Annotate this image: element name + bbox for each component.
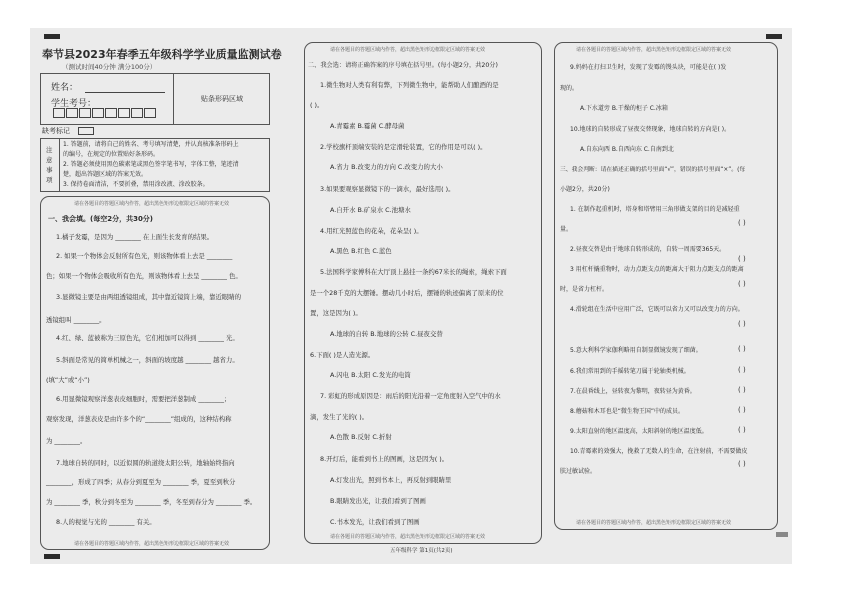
judge-answer-paren[interactable]: ( ) xyxy=(738,219,746,227)
judge-question-line: 5.意大利科学家伽利略用自制显微镜发现了细菌。 xyxy=(570,347,702,354)
judge-question-line: 7.在晨昏线上，昼转夜为黎明，夜转昼为黄昏。 xyxy=(570,388,696,395)
fill-question-line: 3.显微镜主要是由两组透镜组成，其中靠近镜筒上端，靠近眼睛的 xyxy=(56,293,242,301)
boundary-notice-bottom-1: 请在各题目的答题区域内作答，超出黑色矩形边框限定区域的答案无效 xyxy=(74,541,230,547)
choice-option-line: A.省力 B.改变力的方向 C.改变力的大小 xyxy=(330,163,443,171)
exam-title: 奉节县2023年春季五年级科学学业质量监测试卷 xyxy=(42,48,282,61)
fill-question-line: 1.橘子发霉，是因为 ________ 在上面生长发育的结果。 xyxy=(56,233,214,241)
boundary-notice-bottom-2: 请在各题目的答题区域内作答，超出黑色矩形边框限定区域的答案无效 xyxy=(330,534,486,540)
note-line: 的编号，在规定的位置贴好条形码。 xyxy=(63,151,160,158)
section-title-judge: 三、我会判断：请在描述正确的括号里面“√”，错误的括号里面“×”。(每 xyxy=(560,167,746,173)
boundary-notice-top-1: 请在各题目的答题区域内作答，超出黑色矩形边框限定区域的答案无效 xyxy=(74,201,230,207)
judge-answer-paren[interactable]: ( ) xyxy=(738,280,746,288)
note-line: 2. 答题必须使用黑色碳素笔或黑色签字笔书写，字体工整，笔迹清 xyxy=(63,161,239,168)
student-id-label: 学生考号： xyxy=(51,99,97,109)
info-divider xyxy=(173,74,174,124)
choice-question-line: 置，这是因为( )。 xyxy=(310,309,362,317)
judge-question-line: 时，是省力杠杆。 xyxy=(560,286,609,293)
choice-option-line: A.青霉素 B.霉菌 C.酵母菌 xyxy=(330,122,405,130)
choice-option-line: A.灯发出光，照到书本上，再反射到眼睛里 xyxy=(330,476,452,484)
judge-answer-paren[interactable]: ( ) xyxy=(738,366,746,374)
judge-question-line: 3 用杠杆撬重物时，动力点距支点的距离大于阻力点距支点的距离 xyxy=(570,266,744,273)
fill-question-line: 5.斜面是常见的简单机械之一，斜面的坡度越 ________ 越省力。 xyxy=(56,356,239,364)
choice-option-line: A.地球的自转 B.地球的公转 C.昼夜交替 xyxy=(330,330,443,338)
choice-question-line: 4.用红光照蓝色的花朵，花朵呈( )。 xyxy=(320,227,423,235)
note-line: 楚，超出答题区域的答案无效。 xyxy=(63,171,148,178)
choice-question-line: 6.下面( )是人造光源。 xyxy=(310,351,375,359)
choice-question-line: 2.学校旗杆顶端安装的是定滑轮装置，它的作用是可以( )。 xyxy=(320,143,487,151)
choice-option-line: A.黑色 B.红色 C.蓝色 xyxy=(330,247,392,255)
fill-question-line: 8.人的视觉与光的 ________ 有关。 xyxy=(56,518,156,526)
absent-mark-box[interactable] xyxy=(78,127,94,135)
choice-question-line: 1.微生物对人类有利有弊，下列微生物中，能帮助人们酿酒的是 xyxy=(320,81,499,89)
judge-question-line: 1. 在制作起重机时，塔身和塔臂用三角形做支架的目的是减轻重 xyxy=(570,206,740,213)
name-field[interactable] xyxy=(85,92,165,93)
choice-question-line: 滴，发生了光的( )。 xyxy=(310,413,369,421)
judge-question-line: 量。 xyxy=(560,226,573,233)
section-title-fill: 一、我会填。(每空2分，共30分) xyxy=(48,215,154,223)
choice-question-line: 8.开灯后，能看到书上的图画，这是因为( )。 xyxy=(320,455,449,463)
judge-question-line: 8.蘑菇和木耳也是“微生物王国”中的成员。 xyxy=(570,408,684,415)
choice-option-line: A.下水道旁 B.干燥的柜子 C.冰箱 xyxy=(580,105,668,112)
boundary-notice-bottom-3: 请在各题目的答题区域内作答，超出黑色矩形边框限定区域的答案无效 xyxy=(576,520,732,526)
fill-question-line: 6.用显微镜观察洋葱表皮细胞时，需要把洋葱制成 ________； xyxy=(56,395,231,403)
choice-question-line: 10.地球的自转形成了昼夜交替现象，地球自转的方向是( )。 xyxy=(570,126,731,133)
corner-mark-bottom-right xyxy=(776,532,788,537)
corner-mark-bottom-left xyxy=(44,554,60,559)
choice-option-line: A.闪电 B.太阳 C.发光的电筒 xyxy=(330,371,411,379)
choice-option-line: A.自开水 B.矿泉水 C.池塘水 xyxy=(330,206,411,214)
fill-question-line: 为 ________。 xyxy=(46,437,87,445)
fill-question-line: ________，形成了四季；从春分到夏至为 ________ 季，夏至到秋分 xyxy=(46,478,236,486)
choice-question-line: 9.妈妈在打扫卫生时，发现了发霉的馒头块，可能是在( )发 xyxy=(570,64,727,71)
notes-side-title: 注 意 事 项 xyxy=(41,139,60,191)
judge-question-line: 10.青霉素的效强大，挽救了无数人的生命，在注射前，不需要做皮 xyxy=(570,448,748,455)
judge-question-line: 6.我们常用到的手摇转笔刀属于轮轴类机械。 xyxy=(570,368,690,375)
exam-subtitle: （测试时间40分钟 满分100分） xyxy=(62,63,157,71)
name-label: 姓名： xyxy=(51,83,79,93)
note-line: 3. 保持卷面清洁，不要折叠，禁用涂改液、涂改胶条。 xyxy=(63,181,209,188)
choice-question-line: 是一个28千克的大摆锤。摆动几小时后，摆锤的轨迹偏离了原来的位 xyxy=(310,289,504,297)
barcode-area-label: 贴条形码区域 xyxy=(201,95,243,103)
judge-answer-paren[interactable]: ( ) xyxy=(738,320,746,328)
fill-question-line: (填“大”或“小”) xyxy=(46,376,90,384)
judge-answer-paren[interactable]: ( ) xyxy=(738,345,746,353)
notes-box xyxy=(40,138,270,192)
judge-answer-paren[interactable]: ( ) xyxy=(738,406,746,414)
corner-mark-top-right xyxy=(766,34,782,39)
choice-question-line: ( )。 xyxy=(310,101,324,109)
page-footer: 五年级科学 第1页(共2页) xyxy=(390,548,453,554)
corner-mark-top-left xyxy=(44,34,60,39)
judge-question-line: 9.太阳直射的地区温度高，太阳斜射的地区温度低。 xyxy=(570,428,708,435)
fill-question-line: 观察发现，洋葱表皮是由许多个的“________”组成的，这种结构称 xyxy=(46,415,232,423)
choice-question-line: 3.如果要观察显微镜下的一滴水，最好选用( )。 xyxy=(320,185,455,193)
fill-question-line: 7.地球自转的同时，以近似圆的轨道绕太阳公转，地轴始终指向 xyxy=(56,459,235,467)
judge-question-line: 2.昼夜交替是由于地球自转形成的，自转一周需要365天。 xyxy=(570,246,726,253)
section-title-judge-2: 小题2分，共20分) xyxy=(560,186,610,193)
judge-answer-paren[interactable]: ( ) xyxy=(738,460,746,468)
judge-answer-paren[interactable]: ( ) xyxy=(738,255,746,263)
section-title-choice: 二、我会选：请将正确答案的序号填在括号里。(每小题2分，共20分) xyxy=(308,62,498,69)
choice-option-line: C.书本发光，让我们看到了图画 xyxy=(330,518,420,526)
student-info-box xyxy=(40,73,270,125)
judge-answer-paren[interactable]: ( ) xyxy=(738,426,746,434)
fill-question-line: 为 ________ 季，秋分到冬至为 ________ 季，冬至到春分为 ________ 季。 xyxy=(46,498,257,506)
boundary-notice-top-2: 请在各题目的答题区域内作答，超出黑色矩形边框限定区域的答案无效 xyxy=(330,47,486,53)
choice-question-line: 现的。 xyxy=(560,85,579,92)
choice-option-line: B.眼睛发出光，让我们看到了图画 xyxy=(330,497,426,505)
absent-mark-label: 缺考标记 xyxy=(42,127,70,135)
note-line: 1. 答题前，请将自己的姓名、考号填写清楚，并认真核准条形码上 xyxy=(63,141,239,148)
judge-question-line: 肤过敏试验。 xyxy=(560,468,597,475)
judge-answer-paren[interactable]: ( ) xyxy=(738,386,746,394)
judge-question-line: 4.滑轮组在生活中应用广泛，它既可以省力又可以改变力的方向。 xyxy=(570,306,744,313)
fill-question-line: 色；如果一个物体会吸收所有色光，则该物体看上去呈 ________ 色。 xyxy=(46,272,242,280)
boundary-notice-top-3: 请在各题目的答题区域内作答，超出黑色矩形边框限定区域的答案无效 xyxy=(576,47,732,53)
choice-question-line: 5.法国科学家傅科在大厅顶上悬挂一条约67米长的绳索，绳索下面 xyxy=(320,268,507,276)
fill-question-line: 4.红、绿、蓝被称为三原色光，它们相加可以得到 ________ 光。 xyxy=(56,334,239,342)
fill-question-line: 透镜组叫 ________。 xyxy=(46,316,106,324)
choice-option-line: A.自东向西 B.自西向东 C.自南到北 xyxy=(580,146,674,153)
choice-question-line: 7. 彩虹的形成原因是：雨后的阳光沿着一定角度射入空气中的水 xyxy=(320,392,501,400)
fill-question-line: 2. 如果一个物体会反射所有色光，则该物体看上去是 ________ xyxy=(56,252,233,260)
choice-option-line: A.色散 B.反射 C.折射 xyxy=(330,433,392,441)
